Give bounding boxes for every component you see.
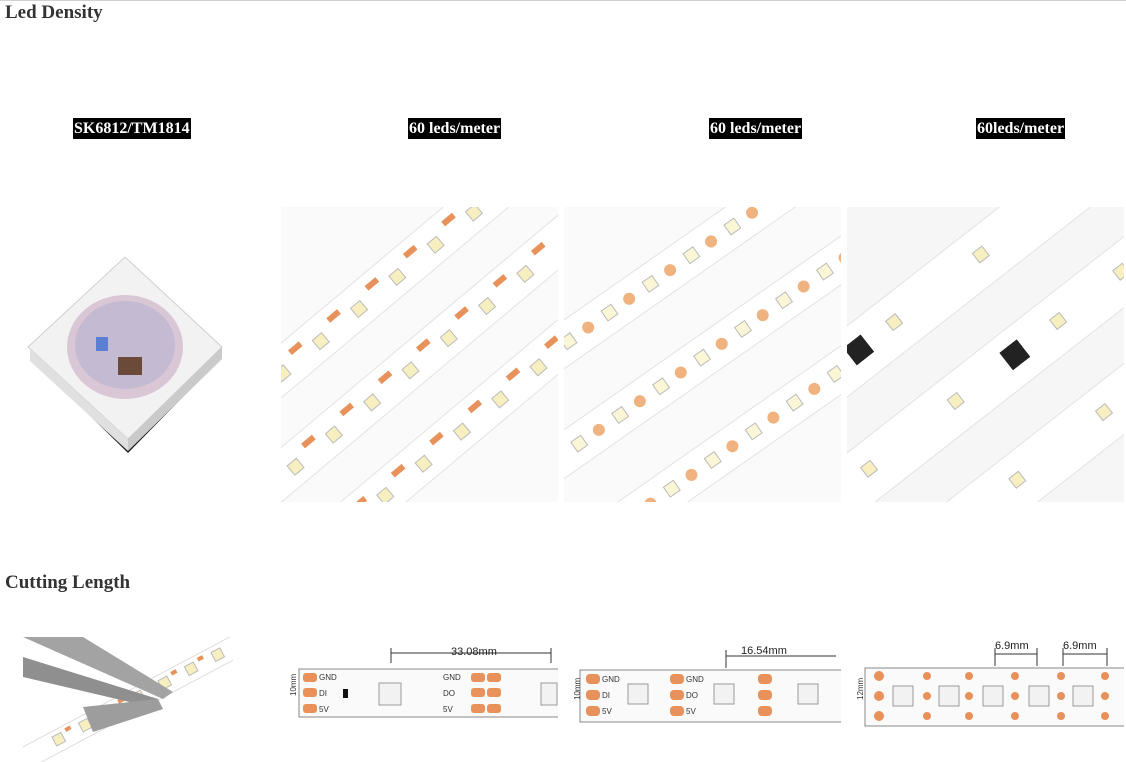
diagram-1-pin-gnd: GND [319, 673, 337, 682]
sk6812-chip-image [0, 207, 275, 502]
diagram-2-pin-gnd: GND [602, 675, 620, 684]
diagram-2-width: 10mm [573, 677, 582, 700]
diagram-1-pin-do: DO [443, 689, 455, 698]
diagram-1-pin-di: DI [319, 689, 327, 698]
cutting-diagram-1 [283, 645, 558, 720]
diagram-1-width: 10mm [289, 673, 298, 696]
cutting-length-heading: Cutting Length [5, 572, 131, 593]
strip-photo-1 [281, 207, 558, 502]
top-divider [0, 0, 1126, 1]
diagram-1-pin-gnd-out: GND [443, 673, 461, 682]
diagram-3-dimension-a: 6.9mm [995, 640, 1029, 652]
diagram-3-width: 12mm [856, 677, 865, 700]
diagram-1-dimension: 33.08mm [451, 646, 497, 658]
diagram-2-dimension: 16.54mm [741, 645, 787, 657]
diagram-1-pin-5v: 5V [319, 705, 329, 714]
caption-sk6812: SK6812/TM1814 [74, 120, 190, 137]
cutting-diagram-2 [566, 642, 841, 724]
diagram-2-pin-di: DI [602, 691, 610, 700]
cutting-diagram-3 [849, 636, 1124, 728]
caption-60-leds-1: 60 leds/meter [409, 120, 501, 137]
diagram-2-pin-5v-mid: 5V [686, 707, 696, 716]
diagram-3-dimension-b: 6.9mm [1063, 640, 1097, 652]
diagram-2-pin-do: DO [686, 691, 698, 700]
diagram-2-pin-5v: 5V [602, 707, 612, 716]
diagram-2-pin-gnd-mid: GND [686, 675, 704, 684]
diagram-1-pin-5v-out: 5V [443, 705, 453, 714]
strip-photo-3 [847, 207, 1124, 502]
led-density-heading: Led Density [5, 2, 103, 23]
scissors-cutting-image [23, 637, 233, 762]
caption-60-leds-3: 60leds/meter [977, 120, 1065, 137]
strip-photo-2 [564, 207, 841, 502]
caption-60-leds-2: 60 leds/meter [710, 120, 802, 137]
